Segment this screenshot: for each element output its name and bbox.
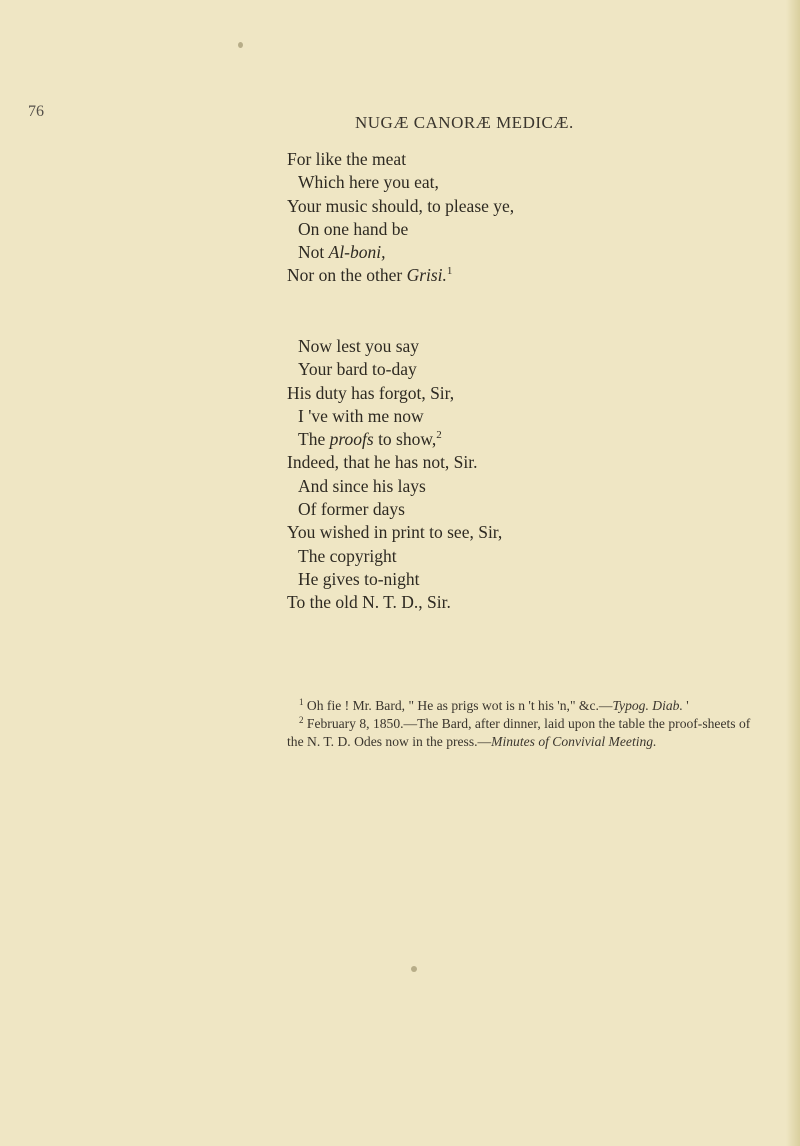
verse-text: Nor on the other [287,265,407,286]
page-edge [786,0,800,1146]
verse-line: Of former days [298,499,405,520]
footnote-mark: 2 [299,715,304,725]
footnote-1 [287,697,765,715]
footnote-2 [287,715,765,751]
footnote-source: Minutes of Convivial Meeting. [491,734,657,749]
verse-italic: Grisi. [406,265,447,286]
paper-speck [238,42,243,48]
verse-line: The copyright [298,545,397,566]
verse-line: I 've with me now [298,405,424,426]
verse-line: Which here you eat, [298,172,439,193]
verse-text: to show, [373,429,437,450]
verse-line: Your bard to-day [298,359,417,380]
footnote-text: Oh fie ! Mr. Bard, " He as prigs wot is n 't his 'n," &c.— [303,698,613,713]
stanza-1 [0,148,514,288]
footnote-ref: 2 [436,429,442,442]
verse-line [0,241,514,264]
footnote-text: February 8, 1850.—The Bard, after dinner, laid upon the table the proof-sheets of the N. T. D. Odes now in the press.— [287,716,751,749]
verse-line: His duty has forgot, Sir, [287,382,455,403]
footnote-source: Typog. Diab. [612,698,683,713]
verse-italic: Al-boni, [328,242,386,263]
verse-line: For like the meat [287,149,407,169]
footnote-mark: 1 [299,697,304,707]
stanza-2 [0,335,502,615]
verse-line [0,264,514,287]
paper-speck [411,966,417,972]
verse-line: Indeed, that he has not, Sir. [287,452,478,473]
verse-line: On one hand be [298,218,409,239]
verse-line [0,428,502,451]
verse-text: The [298,429,330,450]
verse-line: To the old N. T. D., Sir. [287,592,451,613]
footnote-ref: 1 [446,265,453,278]
footnotes [287,697,765,751]
page-number: 76 [28,103,44,120]
verse-line: He gives to-night [298,568,420,589]
verse-line: Your music should, to please ye, [287,195,515,216]
verse-italic: proofs [329,429,374,450]
footnote-text: ' [682,698,689,713]
running-head: NUGÆ CANORÆ MEDICÆ. [355,113,574,132]
verse-line: Now lest you say [298,336,420,356]
verse-line: And since his lays [298,475,426,496]
verse-text: Not [298,242,329,263]
verse-line: You wished in print to see, Sir, [287,522,503,543]
